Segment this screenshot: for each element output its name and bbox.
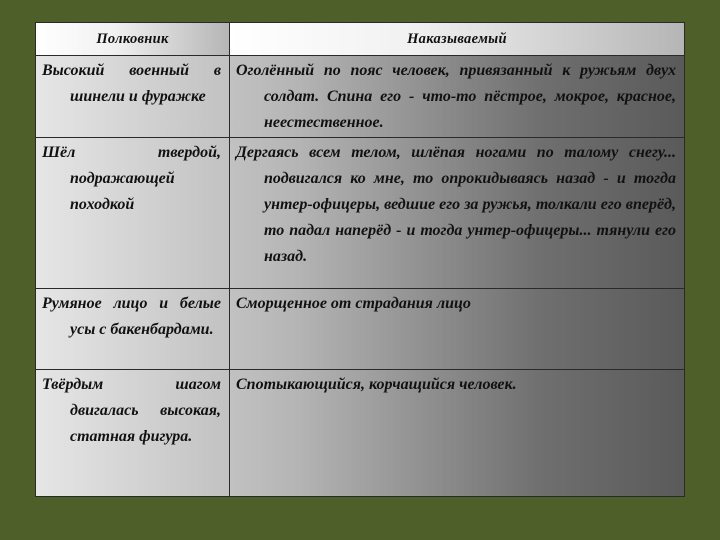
row-1-punished-cell: Оголённый по пояс человек, привязанный к ружьям двух солдат. Спина его - что-то пёстрое, мокрое, красное, неестественное. — [236, 62, 676, 131]
header-punished: Наказываемый — [230, 23, 684, 55]
column-divider — [229, 23, 230, 496]
row-4-punished-cell: Спотыкающийся, корчащийся человек. — [236, 376, 517, 393]
row-3-punished-cell: Сморщенное от страдания лицо — [236, 295, 471, 312]
comparison-table — [35, 22, 685, 497]
header-colonel: Полковник — [36, 23, 229, 55]
row-2-colonel-cell: Шёл твердой, подражающей походкой — [42, 144, 221, 213]
row-divider — [36, 55, 684, 56]
row-1-colonel-cell: Высокий военный в шинели и фуражке — [42, 62, 221, 105]
row-3-colonel-cell: Румяное лицо и белые усы с бакенбардами. — [42, 295, 221, 338]
row-divider — [36, 288, 684, 289]
row-4-colonel-cell: Твёрдым шагом двигалась высокая, статная фигура. — [42, 376, 221, 445]
row-2-punished-cell: Дергаясь всем телом, шлёпая ногами по талому снегу... подвигался ко мне, то опрокидываясь назад - и тогда унтер-офицеры, ведшие его за ружья, толкали его вперёд, то падал наперёд - и тогда унтер-офицеры... тянули его назад. — [236, 144, 676, 265]
row-divider — [36, 369, 684, 370]
row-divider — [36, 137, 684, 138]
